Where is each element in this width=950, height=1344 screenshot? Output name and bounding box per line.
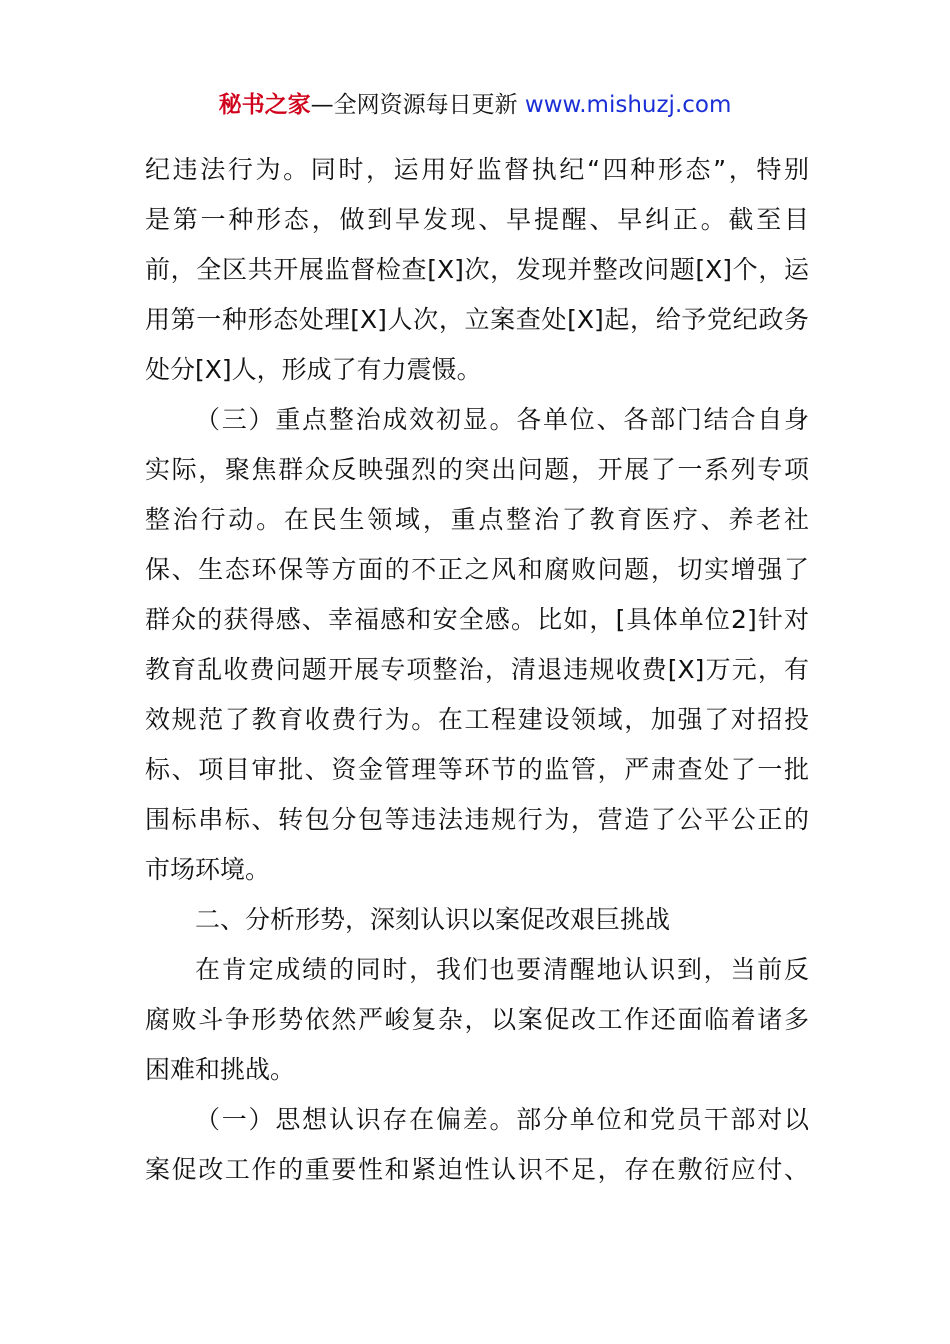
text-line: 实际，聚焦群众反映强烈的突出问题，开展了一系列专项 <box>145 455 809 484</box>
text-line: 教育乱收费问题开展专项整治，清退违规收费[X]万元，有 <box>145 655 809 684</box>
text-line: 案促改工作的重要性和紧迫性认识不足，存在敷衍应付、 <box>145 1155 809 1184</box>
text-line: 围标串标、转包分包等违法违规行为，营造了公平公正的 <box>145 805 809 834</box>
text-line: （一）思想认识存在偏差。部分单位和党员干部对以 <box>195 1105 809 1134</box>
page-header <box>0 88 950 122</box>
site-url-link[interactable]: www.mishuzj.com <box>524 92 732 118</box>
text-line: 困难和挑战。 <box>145 1055 296 1084</box>
site-tagline: —全网资源每日更新 <box>310 92 518 118</box>
text-line: 腐败斗争形势依然严峻复杂，以案促改工作还面临着诸多 <box>145 1005 809 1034</box>
text-line: 在肯定成绩的同时，我们也要清醒地认识到，当前反 <box>195 955 809 984</box>
text-line: 前，全区共开展监督检查[X]次，发现并整改问题[X]个，运 <box>145 255 809 284</box>
text-line: （三）重点整治成效初显。各单位、各部门结合自身 <box>195 405 809 434</box>
text-line: 纪违法行为。同时，运用好监督执纪“四种形态”，特别 <box>145 155 809 184</box>
text-line: 处分[X]人，形成了有力震慑。 <box>145 355 482 384</box>
text-line: 市场环境。 <box>145 855 271 884</box>
text-line: 是第一种形态，做到早发现、早提醒、早纠正。截至目 <box>145 205 809 234</box>
text-line: 整治行动。在民生领域，重点整治了教育医疗、养老社 <box>145 505 809 534</box>
text-line: 群众的获得感、幸福感和安全感。比如，[具体单位2]针对 <box>145 605 809 634</box>
text-line: 标、项目审批、资金管理等环节的监管，严肃查处了一批 <box>145 755 809 784</box>
section-heading: 二、分析形势，深刻认识以案促改艰巨挑战 <box>195 905 671 934</box>
text-line: 保、生态环保等方面的不正之风和腐败问题，切实增强了 <box>145 555 809 584</box>
document-body <box>145 145 809 1195</box>
text-line: 效规范了教育收费行为。在工程建设领域，加强了对招投 <box>145 705 809 734</box>
site-brand: 秘书之家 <box>218 92 311 118</box>
text-line: 用第一种形态处理[X]人次，立案查处[X]起，给予党纪政务 <box>145 305 809 334</box>
